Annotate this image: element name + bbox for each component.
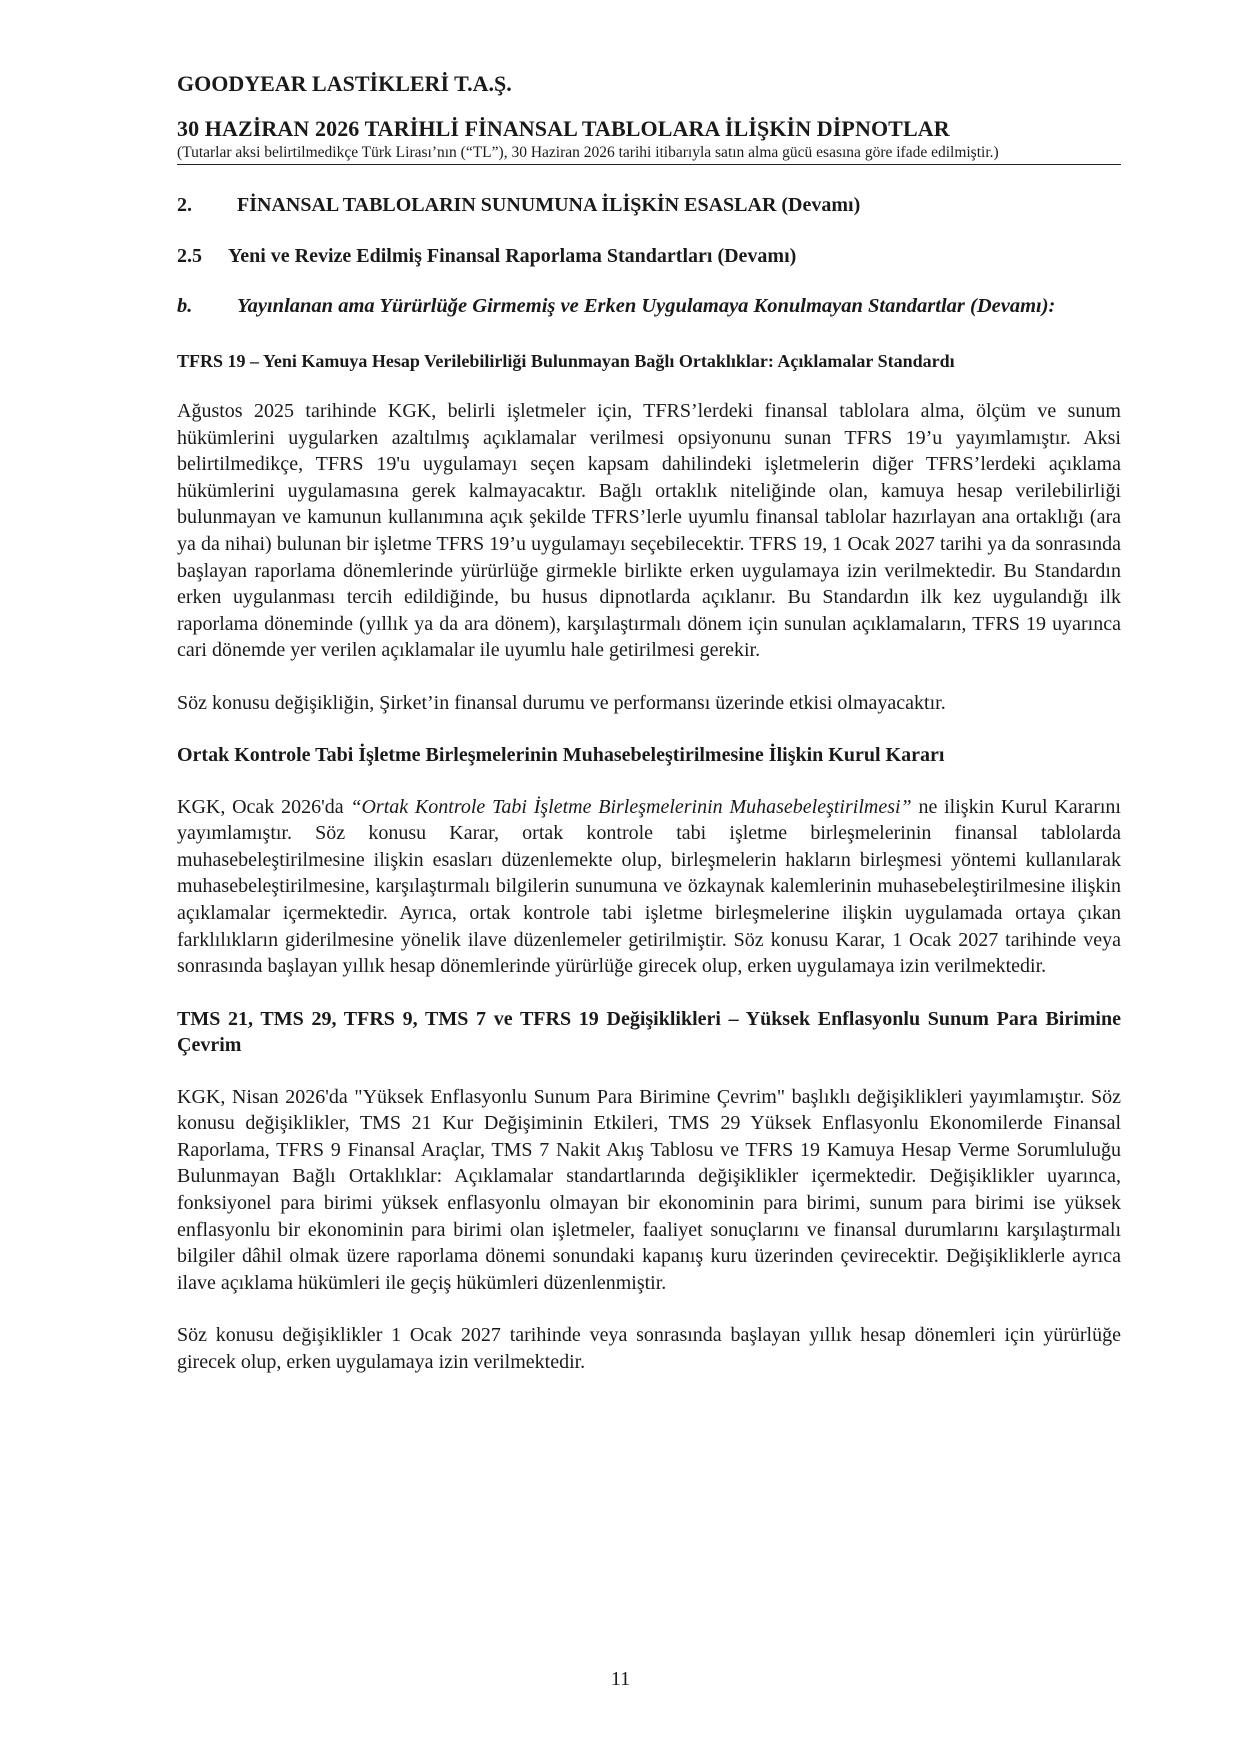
subsection-heading bbox=[177, 243, 1121, 269]
ortak-paragraph-rest: ne ilişkin Kurul Kararını yayımlamıştır. Söz konusu Karar, ortak kontrole tabi işletme birleşmelerinin finansal tablolarda muhasebeleştirilmesine ilişkin esasları düzenlemekte olup, birleşmelerin hakların birleşmesi yöntemi kullanılarak muhasebeleştirilmesine, karşılaştırmalı bilgilerin sunumuna ve özkaynak kalemlerinin muhasebeleştirilmesine ilişkin açıklamalar içermektedir. Ayrıca, ortak kontrole tabi işletme birleşmelerine ilişkin uygulamada ortaya çıkan farklılıkların giderilmesine yönelik ilave düzenlemeler getirilmiştir. Söz konusu Karar, 1 Ocak 2027 tarihinde veya sonrasında başlayan yıllık hesap dönemlerinde yürürlüğe girecek olup, erken uygulamaya izin verilmektedir. bbox=[177, 795, 1121, 978]
subsection-title: Yeni ve Revize Edilmiş Finansal Raporlama Standartları (Devamı) bbox=[228, 245, 797, 267]
ortak-kontrol-paragraph bbox=[177, 794, 1121, 980]
ortak-paragraph-italic: “Ortak Kontrole Tabi İşletme Birleşmelerinin Muhasebeleştirilmesi” bbox=[350, 795, 912, 818]
section-title: FİNANSAL TABLOLARIN SUNUMUNA İLİŞKİN ESASLAR (Devamı) bbox=[237, 194, 861, 216]
tfrs19-heading: TFRS 19 – Yeni Kamuya Hesap Verilebilirliği Bulunmayan Bağlı Ortaklıklar: Açıklamalar Standardı bbox=[177, 351, 955, 371]
subsection-number: 2.5 bbox=[177, 245, 202, 267]
report-title: 30 HAZİRAN 2026 TARİHLİ FİNANSAL TABLOLARA İLİŞKİN DİPNOTLAR bbox=[177, 116, 950, 141]
ortak-paragraph-start: KGK, Ocak 2026'da bbox=[177, 795, 351, 818]
subsection-b-letter: b. bbox=[177, 295, 193, 317]
ortak-kontrol-heading: Ortak Kontrole Tabi İşletme Birleşmelerinin Muhasebeleştirilmesine İlişkin Kurul Kararı bbox=[177, 743, 945, 766]
page-number: 11 bbox=[610, 1668, 631, 1690]
tms21-paragraph-2: Söz konusu değişiklikler 1 Ocak 2027 tarihinde veya sonrasında başlayan yıllık hesap dönemleri için yürürlüğe girecek olup, erken uygulamaya izin verilmektedir. bbox=[177, 1324, 1121, 1374]
tms21-paragraph-1: KGK, Nisan 2026'da "Yüksek Enflasyonlu Sunum Para Birimine Çevrim" başlıklı değişiklikleri yayımlamıştır. Söz konusu değişiklikler, TMS 21 Kur Değişiminin Etkileri, TMS 29 Yüksek Enflasyonlu Ekonomilerde Finansal Raporlama, TFRS 9 Finansal Araçlar, TMS 7 Nakit Akış Tablosu ve TFRS 19 Kamuya Hesap Verme Sorumluluğu Bulunmayan Bağlı Ortaklıklar: Açıklamalar standartlarında değişiklikler içermektedir. Değişiklikler uyarınca, fonksiyonel para birimi yüksek enflasyonlu olmayan bir ekonominin para birimi, sunum para birimi ise yüksek enflasyonlu bir ekonominin para birimi olan işletmeler, faaliyet sonuçlarını ve finansal durumlarını karşılaştırmalı bilgiler dâhil olmak üzere raporlama dönemi sonundaki kapanış kuru üzerinden çevirecektir. Değişikliklerle ayrıca ilave açıklama hükümleri ile geçiş hükümleri düzenlenmiştir. bbox=[177, 1085, 1121, 1294]
section-heading bbox=[177, 192, 1121, 218]
tfrs19-paragraph-2: Söz konusu değişikliğin, Şirket’in finansal durumu ve performansı üzerinde etkisi olmayacaktır. bbox=[177, 691, 946, 714]
tms21-heading: TMS 21, TMS 29, TFRS 9, TMS 7 ve TFRS 19 Değişiklikleri – Yüksek Enflasyonlu Sunum Para Birimine Çevrim bbox=[177, 1007, 1121, 1056]
tfrs19-paragraph-1: Ağustos 2025 tarihinde KGK, belirli işletmeler için, TFRS’lerdeki finansal tablolara alma, ölçüm ve sunum hükümlerini uygularken azaltılmış açıklamalar verilmesi opsiyonunu sunan TFRS 19’u yayımlamıştır. Aksi belirtilmedikçe, TFRS 19'u uygulamayı seçen kapsam dahilindeki işletmelerin diğer TFRS’lerdeki açıklama hükümlerini uygulamasına gerek kalmayacaktır. Bağlı ortaklık niteliğinde olan, kamuya hesap verilebilirliği bulunmayan ve kamunun kullanımına açık şekilde TFRS’lerle uyumlu finansal tablolar hazırlayan ana ortaklığı (ara ya da nihai) bulunan bir işletme TFRS 19’u uygulamayı seçebilecektir. TFRS 19, 1 Ocak 2027 tarihi ya da sonrasında başlayan raporlama dönemlerinde yürürlüğe girmekle birlikte erken uygulamaya izin verilmektedir. Bu Standardın erken uygulanması tercih edildiğinde, bu husus dipnotlarda açıklanır. Bu Standardın ilk kez uygulandığı ilk raporlama döneminde (yıllık ya da ara dönem), karşılaştırmalı dönem için sunulan açıklamaların, TFRS 19 uyarınca cari dönemde yer verilen açıklamalar ile uyumlu hale getirilmesi gerekir. bbox=[177, 400, 1121, 662]
company-name: GOODYEAR LASTİKLERİ T.A.Ş. bbox=[177, 71, 512, 96]
subsection-b-title: Yayınlanan ama Yürürlüğe Girmemiş ve Erken Uygulamaya Konulmayan Standartlar (Devamı): bbox=[237, 295, 1056, 317]
subsection-b-heading bbox=[177, 293, 1121, 319]
section-number: 2. bbox=[177, 194, 192, 216]
report-subtitle: (Tutarlar aksi belirtilmedikçe Türk Lirası’nın (“TL”), 30 Haziran 2026 tarihi itibarıyla satın alma gücü esasına göre ifade edilmiştir.) bbox=[177, 143, 1121, 165]
document-page bbox=[177, 70, 1121, 1376]
